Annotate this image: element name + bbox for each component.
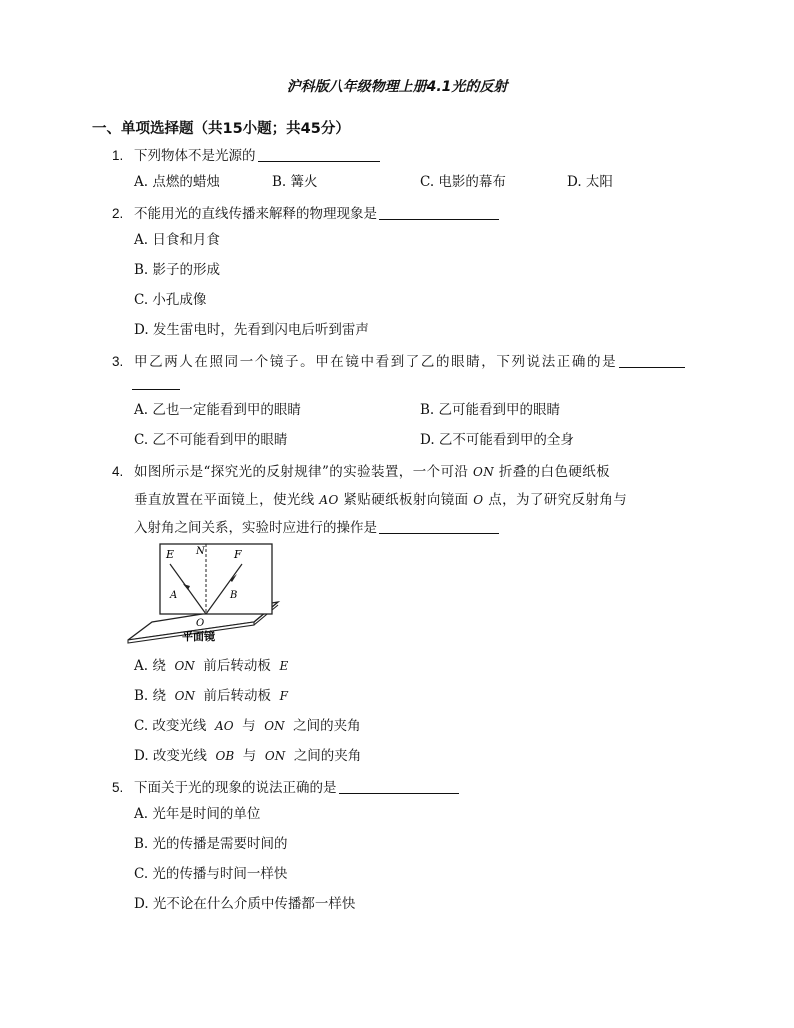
q2-answer-blank[interactable]: [379, 205, 499, 220]
opt-text: 之间的夹角: [293, 748, 362, 764]
q4-stem-line1: [134, 462, 610, 482]
q2-stem: [134, 204, 499, 224]
label-a: A: [170, 590, 178, 601]
opt-text: 与: [242, 748, 257, 764]
q1-option-b[interactable]: B. 篝火: [272, 174, 318, 190]
label-b: B: [230, 590, 238, 601]
label-o: O: [196, 618, 205, 629]
q4-math-ao: AO: [319, 493, 339, 507]
label-n: N: [196, 546, 205, 557]
q5-option-c[interactable]: C. 光的传播与时间一样快: [134, 866, 288, 882]
q5-option-d[interactable]: D. 光不论在什么介质中传播都一样快: [134, 896, 356, 912]
opt-math: ON: [264, 749, 286, 763]
q1-stem-text: 下列物体不是光源的: [134, 148, 256, 164]
q2-option-a[interactable]: A. 日食和月食: [134, 232, 220, 248]
q4-text: 入射角之间关系，实验时应进行的操作是: [134, 520, 377, 536]
q5-stem: [134, 778, 459, 798]
q3-stem-text: 甲乙两人在照同一个镜子。甲在镜中看到了乙的眼睛，下列说法正确的是: [134, 354, 618, 370]
q5-answer-blank[interactable]: [339, 779, 459, 794]
q4-stem-line2: [134, 490, 627, 510]
opt-text: A. 绕: [134, 658, 166, 674]
label-f: F: [234, 548, 242, 561]
q3-option-d[interactable]: D. 乙不可能看到甲的全身: [420, 432, 574, 448]
q4-math-o: O: [473, 493, 484, 507]
opt-text: B. 绕: [134, 688, 167, 704]
opt-math: AO: [215, 719, 234, 733]
opt-text: 前后转动板: [203, 658, 271, 674]
reflection-experiment-diagram: [126, 540, 282, 652]
q4-stem-line3: [134, 518, 499, 538]
q4-number: 4.: [112, 464, 124, 479]
q1-stem: [134, 146, 380, 166]
opt-math: OB: [215, 749, 235, 763]
q4-text: 点，为了研究反射角与: [488, 492, 628, 508]
q4-text: 紧贴硬纸板射向镜面: [343, 492, 469, 508]
opt-math: ON: [174, 689, 195, 703]
opt-text: D. 改变光线: [134, 748, 207, 764]
opt-math: ON: [174, 659, 195, 673]
q2-stem-text: 不能用光的直线传播来解释的物理现象是: [134, 206, 377, 222]
opt-math: E: [279, 659, 289, 673]
q4-option-b[interactable]: [134, 686, 288, 706]
section-heading: 一、单项选择题（共15小题；共45分）: [92, 121, 350, 137]
opt-math: F: [279, 689, 288, 703]
q4-text: 垂直放置在平面镜上，使光线: [134, 492, 315, 508]
opt-math: ON: [264, 719, 285, 733]
q5-option-b[interactable]: B. 光的传播是需要时间的: [134, 836, 288, 852]
q1-option-c[interactable]: C. 电影的幕布: [420, 174, 506, 190]
q3-answer-blank[interactable]: [619, 353, 685, 368]
q2-number: 2.: [112, 206, 124, 221]
q5-option-a[interactable]: A. 光年是时间的单位: [134, 806, 261, 822]
opt-text: 与: [242, 718, 256, 734]
label-e: E: [166, 548, 175, 561]
q3-blank-continuation: [130, 374, 180, 394]
opt-text: 之间的夹角: [293, 718, 361, 734]
q1-number: 1.: [112, 148, 124, 163]
q2-option-c[interactable]: C. 小孔成像: [134, 292, 207, 308]
q5-stem-text: 下面关于光的现象的说法正确的是: [134, 780, 337, 796]
opt-text: C. 改变光线: [134, 718, 207, 734]
q3-option-a[interactable]: A. 乙也一定能看到甲的眼睛: [134, 402, 301, 418]
paper-board: [160, 544, 272, 614]
q4-option-d[interactable]: [134, 746, 361, 766]
label-mirror: 平面镜: [182, 630, 215, 643]
page-title: 沪科版八年级物理上册4.1光的反射: [286, 79, 508, 95]
q1-option-d[interactable]: D. 太阳: [567, 174, 613, 190]
q1-option-a[interactable]: A. 点燃的蜡烛: [134, 174, 220, 190]
q3-option-c[interactable]: C. 乙不可能看到甲的眼睛: [134, 432, 288, 448]
q4-text: 折叠的白色硬纸板: [498, 464, 611, 480]
q2-option-b[interactable]: B. 影子的形成: [134, 262, 221, 278]
q1-answer-blank[interactable]: [258, 147, 380, 162]
q5-number: 5.: [112, 780, 124, 795]
q3-stem: [134, 352, 685, 372]
q3-answer-blank-cont[interactable]: [132, 375, 180, 390]
q4-answer-blank[interactable]: [379, 519, 499, 534]
q4-math-on: ON: [473, 465, 495, 479]
opt-text: 前后转动板: [203, 688, 272, 704]
q3-number: 3.: [112, 354, 124, 369]
q4-option-c[interactable]: [134, 716, 361, 736]
q4-option-a[interactable]: [134, 656, 288, 676]
q2-option-d[interactable]: D. 发生雷电时，先看到闪电后听到雷声: [134, 322, 369, 338]
q3-option-b[interactable]: B. 乙可能看到甲的眼睛: [420, 402, 561, 418]
q4-text: 如图所示是“探究光的反射规律”的实验装置，一个可沿: [134, 464, 469, 480]
